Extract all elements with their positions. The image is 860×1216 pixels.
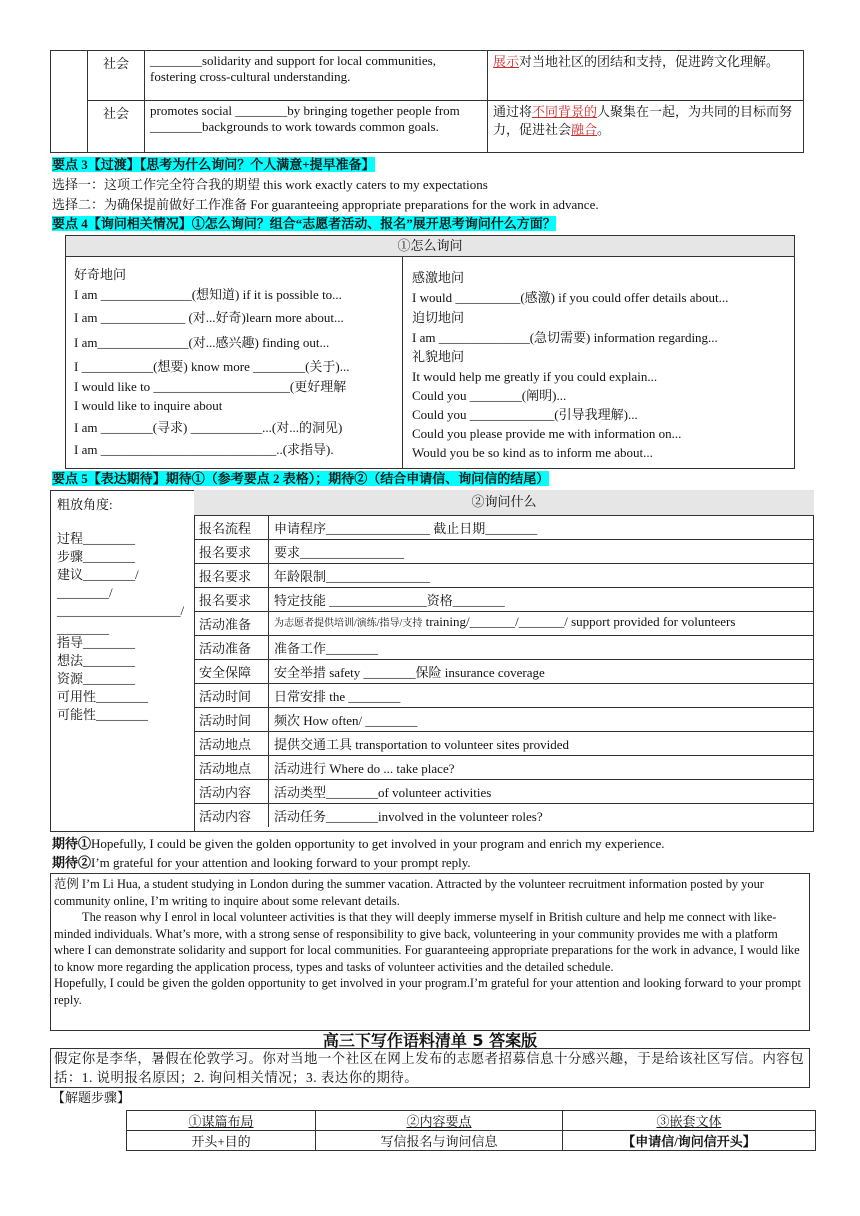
table-cell: 活动进行 Where do ... take place? <box>269 755 815 779</box>
top-cat-2: 社会 <box>88 101 145 153</box>
table-cell: 特定技能 _______________资格________ <box>269 587 815 611</box>
list-item: 礼貌地问 <box>412 349 465 364</box>
how-to-ask-box <box>65 235 795 469</box>
table-cell: 频次 How often/ ________ <box>269 707 815 731</box>
list-item: 迫切地问 <box>412 310 465 325</box>
column-divider <box>402 257 403 468</box>
table-cell: 活动内容 <box>194 803 269 827</box>
table-cell: 活动准备 <box>194 611 269 635</box>
list-item: I am _____________ (对...好奇)learn more about... <box>74 310 344 325</box>
list-item: I am ___________________________..(求指导). <box>74 442 334 457</box>
table-cell: 活动准备 <box>194 635 269 659</box>
table-cell: 日常安排 the ________ <box>269 683 815 707</box>
point5-heading: 要点 5【表达期待】期待①（参考要点 2 表格）；期待②（结合申请信、询问信的结尾） <box>52 471 550 486</box>
expectation-1 <box>52 835 665 853</box>
steps-cell: 【申请信/询问信开头】 <box>563 1131 816 1151</box>
top-cat-1: 社会 <box>88 51 145 101</box>
top-table <box>50 50 804 153</box>
cn-text: 通过将 <box>493 104 533 119</box>
steps-header: ①谋篇布局 <box>127 1111 316 1131</box>
steps-cell: 开头+目的 <box>127 1131 316 1151</box>
table-cell: 安全保障 <box>194 659 269 683</box>
sample-paragraph-1: 范例 I’m Li Hua, a student studying in London during the summer vacation. Attracted by the volunteer recruitment information posted by your community online, I’m writing to inquire about some relevant details. <box>54 877 764 908</box>
list-item: I am ________(寻求) ___________...(对...的洞见) <box>74 420 343 435</box>
curious-ask-list <box>74 266 400 461</box>
top-cn-1 <box>488 51 804 101</box>
steps-label: 【解题步骤】 <box>52 1090 131 1105</box>
expect-text: I’m grateful for your attention and looking forward to your prompt reply. <box>91 855 471 870</box>
table-cell: 准备工作________ <box>269 635 815 659</box>
steps-header: ③嵌套文体 <box>563 1111 816 1131</box>
list-item: I would like to inquire about <box>74 398 223 413</box>
expectation-2 <box>52 854 471 872</box>
how-to-ask-title: ①怎么询问 <box>66 236 794 257</box>
steps-header: ②内容要点 <box>316 1111 563 1131</box>
list-item: I am ______________(想知道) if it is possible to... <box>74 287 342 302</box>
list-item: I would like to _____________________(更好理解 <box>74 379 347 394</box>
list-item: Would you be so kind as to inform me about... <box>412 445 653 460</box>
top-en-2: promotes social ________by bringing together people from ________backgrounds to work towards common goals. <box>145 101 488 153</box>
table-cell: 提供交通工具 transportation to volunteer sites provided <box>269 731 815 755</box>
list-item: 感激地问 <box>412 270 465 285</box>
broad-angle-title: 粗放角度: <box>57 497 113 512</box>
table-cell: 报名要求 <box>194 539 269 563</box>
table-cell: 年龄限制________________ <box>269 563 815 587</box>
list-item: Could you _____________(引导我理解)... <box>412 407 638 422</box>
list-item: Could you please provide me with information on... <box>412 426 682 441</box>
table-cell: 报名要求 <box>194 587 269 611</box>
top-table-blank-cell <box>51 51 88 153</box>
point3-heading: 要点 3【过渡】【思考为什么询问？个人满意+提早准备】 <box>52 157 375 172</box>
list-item: I would __________(感激) if you could offer details about... <box>412 290 729 305</box>
list-item: I am______________(对...感兴趣) finding out... <box>74 335 330 350</box>
expect-label: 期待② <box>52 855 92 870</box>
sample-essay-box <box>50 873 810 1031</box>
list-item: I ___________(想要) know more ________(关于)... <box>74 359 350 374</box>
table-cell: 安全举措 safety ________保险 insurance coverage <box>269 659 815 683</box>
cn-text: 对当地社区的团结和支持，促进跨文化理解。 <box>519 54 780 69</box>
other-ask-list <box>412 269 790 463</box>
point4-heading: 要点 4【询问相关情况】①怎么询问？组合“志愿者活动、报名”展开思考询问什么方面？ <box>52 216 556 231</box>
list-item: Could you ________(阐明)... <box>412 388 567 403</box>
list-item: 想法________ <box>57 653 136 668</box>
list-item: 步骤________ <box>57 549 136 564</box>
list-item: 资源________ <box>57 671 136 686</box>
top-cn-2 <box>488 101 804 153</box>
list-item: 好奇地问 <box>74 267 127 282</box>
sample-paragraph-3: Hopefully, I could be given the golden opportunity to get involved in your program.I’m grateful for your attention and looking forward to your prompt reply. <box>54 976 801 1007</box>
table-cell: 活动内容 <box>194 779 269 803</box>
table-cell: 要求________________ <box>269 539 815 563</box>
point3-option-2: 选择二：为确保提前做好工作准备 For guaranteeing appropriate preparations for the work in advance. <box>52 197 599 212</box>
table-cell: 报名流程 <box>194 515 269 539</box>
expect-label: 期待① <box>52 836 92 851</box>
small-text: 为志愿者提供培训/演练/指导/支持 <box>274 617 423 629</box>
point3-option-1: 选择一：这项工作完全符合我的期望 this work exactly caters to my expectations <box>52 177 488 192</box>
broad-angle-list <box>57 496 191 724</box>
table-cell: 报名要求 <box>194 563 269 587</box>
list-item: 指导________ <box>57 635 136 650</box>
list-item: 可用性________ <box>57 689 149 704</box>
table-cell <box>269 611 815 635</box>
list-item: I am ______________(急切需要) information regarding... <box>412 330 718 345</box>
list-item: ________ <box>57 621 109 636</box>
table-cell: 活动地点 <box>194 755 269 779</box>
list-item: ___________________/ <box>57 603 185 618</box>
table-cell: 活动地点 <box>194 731 269 755</box>
ask-what-title: ②询问什么 <box>194 490 814 515</box>
list-item: 可能性________ <box>57 707 149 722</box>
list-item: 过程________ <box>57 531 136 546</box>
red-text: 不同背景的 <box>532 104 598 119</box>
answer-title: 高三下写作语料清单 5 答案版 <box>322 1031 538 1050</box>
cell-text: training/_______/_______/ support provided for volunteers <box>422 613 736 629</box>
answer-prompt-box: 假定你是李华，暑假在伦敦学习。你对当地一个社区在网上发布的志愿者招募信息十分感兴趣，于是给该社区写信。内容包括：1. 说明报名原因；2. 询问相关情况；3. 表达你的期待。 <box>50 1048 810 1088</box>
table-cell: 活动类型________of volunteer activities <box>269 779 815 803</box>
sample-paragraph-2: The reason why I enrol in local volunteer activities is that they will deeply immerse myself in British culture and help me connect with like-minded individuals. What’s more, with a strong sense of responsibility to give back, volunteering in your community provides me with a platform where I can demonstrate solidarity and support for local communities. For guaranteeing appropriate preparations for the work in advance, I would like to know more regarding the application process, types and tasks of volunteer activities and the detailed schedule. <box>54 910 800 974</box>
list-item: It would help me greatly if you could explain... <box>412 369 658 384</box>
ask-what-box <box>50 490 814 832</box>
top-en-1: ________solidarity and support for local communities, fostering cross-cultural understanding. <box>145 51 488 101</box>
table-cell: 活动任务________involved in the volunteer roles? <box>269 803 815 827</box>
list-item: ________/ <box>57 585 113 600</box>
cn-text: 。 <box>597 122 611 137</box>
steps-cell: 写信报名与询问信息 <box>316 1131 563 1151</box>
table-cell: 活动时间 <box>194 683 269 707</box>
table-cell: 申请程序________________ 截止日期________ <box>269 515 815 539</box>
red-text: 展示 <box>493 54 520 69</box>
expect-text: Hopefully, I could be given the golden opportunity to get involved in your program and enrich my experience. <box>91 836 665 851</box>
ask-what-table <box>194 490 814 827</box>
list-item: 建议________/ <box>57 567 139 582</box>
red-text: 融合 <box>571 122 598 137</box>
steps-table <box>126 1110 816 1151</box>
table-cell: 活动时间 <box>194 707 269 731</box>
cn-text: 人聚集在一起，为共同的目标而努力，促进社会 <box>493 104 793 137</box>
